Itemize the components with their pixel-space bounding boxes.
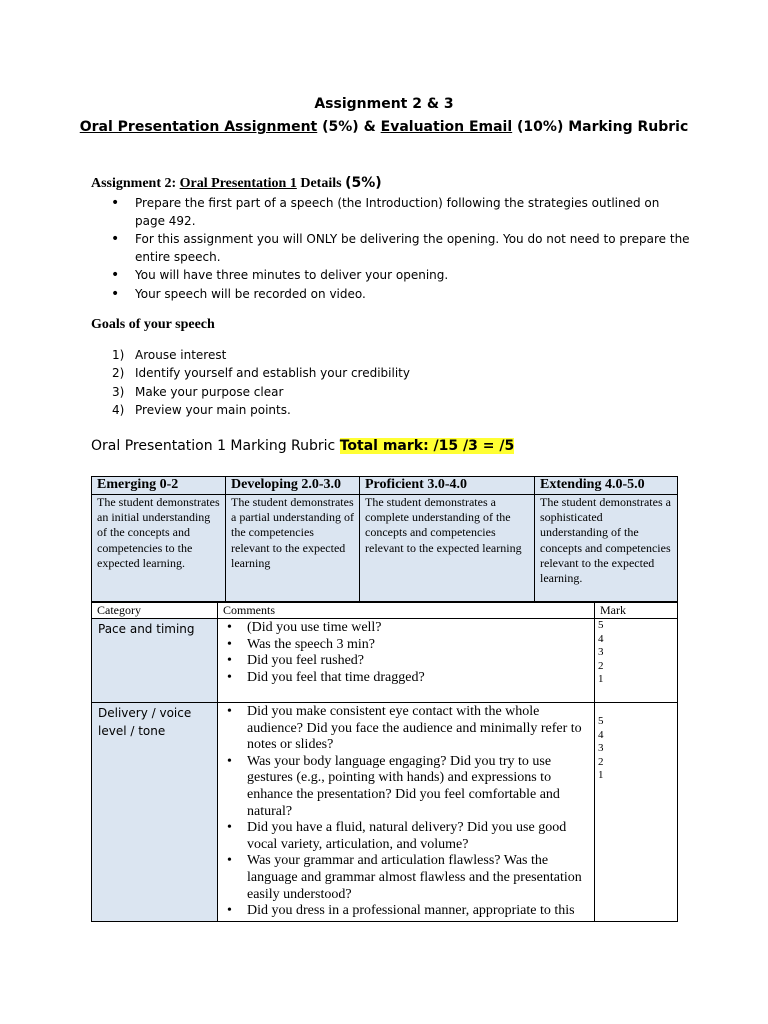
list-text: Make your purpose clear	[135, 384, 284, 399]
level-developing-desc: The student demonstrates a partial understanding of the competencies relevant to the expected learning	[226, 495, 360, 602]
list-item: • You will have three minutes to deliver your opening.	[91, 267, 691, 285]
title-part-b: (5%) &	[317, 119, 381, 135]
column-category: Category	[92, 603, 218, 619]
list-number: 1)	[112, 348, 125, 362]
mark-option: 2	[598, 659, 604, 672]
title-part-d: (10%) Marking Rubric	[512, 119, 689, 135]
level-proficient-name: Proficient 3.0-4.0	[360, 477, 535, 495]
mark-option: 3	[598, 742, 604, 754]
mark-option: 3	[598, 646, 604, 658]
rubric-heading	[91, 438, 514, 454]
mark-option: 4	[598, 728, 604, 741]
comments-cell	[218, 619, 595, 703]
title-line-2	[0, 117, 768, 137]
level-extending-desc: The student demonstrates a sophisticated understanding of the concepts and competencies relevant to the expected learning.	[535, 495, 678, 602]
list-text: Identify yourself and establish your credibility	[135, 366, 410, 381]
list-text: Arouse interest	[135, 348, 227, 362]
criteria-header-row	[92, 603, 678, 619]
list-item: • Your speech will be recorded on video.	[91, 286, 691, 304]
assignment2-bullets	[91, 195, 691, 304]
list-item	[91, 383, 410, 401]
comment-item: • Did you make consistent eye contact with the whole audience? Did you face the audience and minimally refer to notes or slides?	[219, 704, 593, 754]
levels-desc-row	[92, 495, 678, 602]
level-extending-name: Extending 4.0-5.0	[535, 477, 678, 495]
mark-option: 1	[598, 673, 604, 685]
title-evaluation-email: Evaluation Email	[380, 119, 513, 135]
table-row	[92, 703, 678, 922]
mark-option: 5	[598, 715, 604, 727]
assignment2-label: Assignment 2:	[91, 176, 180, 191]
mark-cell	[595, 619, 678, 703]
assignment2-heading	[91, 175, 382, 192]
rubric-total-mark: Total mark: /15 /3 = /5	[339, 438, 515, 454]
comment-item: • Did you feel rushed?	[219, 653, 593, 670]
rubric-title: Oral Presentation 1 Marking Rubric	[91, 438, 340, 454]
comment-item: • Did you dress in a professional manner, appropriate to this	[219, 903, 593, 920]
comments-cell	[218, 703, 595, 922]
list-number: 2)	[112, 366, 125, 381]
list-item: • Prepare the first part of a speech (the Introduction) following the strategies outlined on page 492.	[91, 195, 691, 230]
mark-option: 5	[598, 619, 604, 631]
goals-list	[91, 346, 410, 419]
comment-item: • Did you feel that time dragged?	[219, 670, 593, 687]
criteria-table	[91, 602, 678, 922]
levels-header-row	[92, 477, 678, 495]
column-mark: Mark	[595, 603, 678, 619]
list-number: 4)	[112, 402, 125, 417]
levels-table	[91, 476, 678, 602]
category-cell: Pace and timing	[92, 619, 218, 703]
assignment2-percent: (5%)	[345, 175, 382, 191]
level-emerging-name: Emerging 0-2	[92, 477, 226, 495]
level-developing-name: Developing 2.0-3.0	[226, 477, 360, 495]
list-number: 3)	[112, 384, 125, 399]
goals-heading: Goals of your speech	[91, 317, 215, 332]
comment-item: • Did you have a fluid, natural delivery? Did you use good vocal variety, articulation, and volume?	[219, 820, 593, 853]
list-item: • For this assignment you will ONLY be delivering the opening. You do not need to prepare the entire speech.	[91, 231, 691, 266]
assignment2-details: Details	[296, 176, 346, 191]
document-title	[0, 94, 768, 137]
assignment2-link: Oral Presentation 1	[179, 176, 297, 191]
level-emerging-desc: The student demonstrates an initial understanding of the concepts and competencies to the expected learning.	[92, 495, 226, 602]
mark-cell	[595, 703, 678, 922]
level-proficient-desc: The student demonstrates a complete understanding of the concepts and competencies relevant to the expected learning	[360, 495, 535, 602]
list-item	[91, 401, 410, 419]
list-text: Preview your main points.	[135, 402, 291, 417]
title-line-1: Assignment 2 & 3	[314, 96, 454, 112]
comment-item: • Was your body language engaging? Did you try to use gestures (e.g., pointing with hands) and expressions to enhance the presentation? Did you feel comfortable and natural?	[219, 754, 593, 820]
mark-option: 4	[598, 632, 604, 645]
title-oral-presentation: Oral Presentation Assignment	[79, 119, 318, 135]
comment-item: • Was the speech 3 min?	[219, 637, 593, 654]
mark-option: 1	[598, 769, 604, 781]
comment-item: • Was your grammar and articulation flawless? Was the language and grammar almost flawless and the presentation easily understood?	[219, 853, 593, 903]
column-comments: Comments	[218, 603, 595, 619]
list-item	[91, 364, 410, 382]
category-cell: Delivery / voice level / tone	[92, 703, 218, 922]
mark-option: 2	[598, 755, 604, 768]
table-row	[92, 619, 678, 703]
comment-item: • (Did you use time well?	[219, 620, 593, 637]
list-item	[91, 346, 410, 364]
